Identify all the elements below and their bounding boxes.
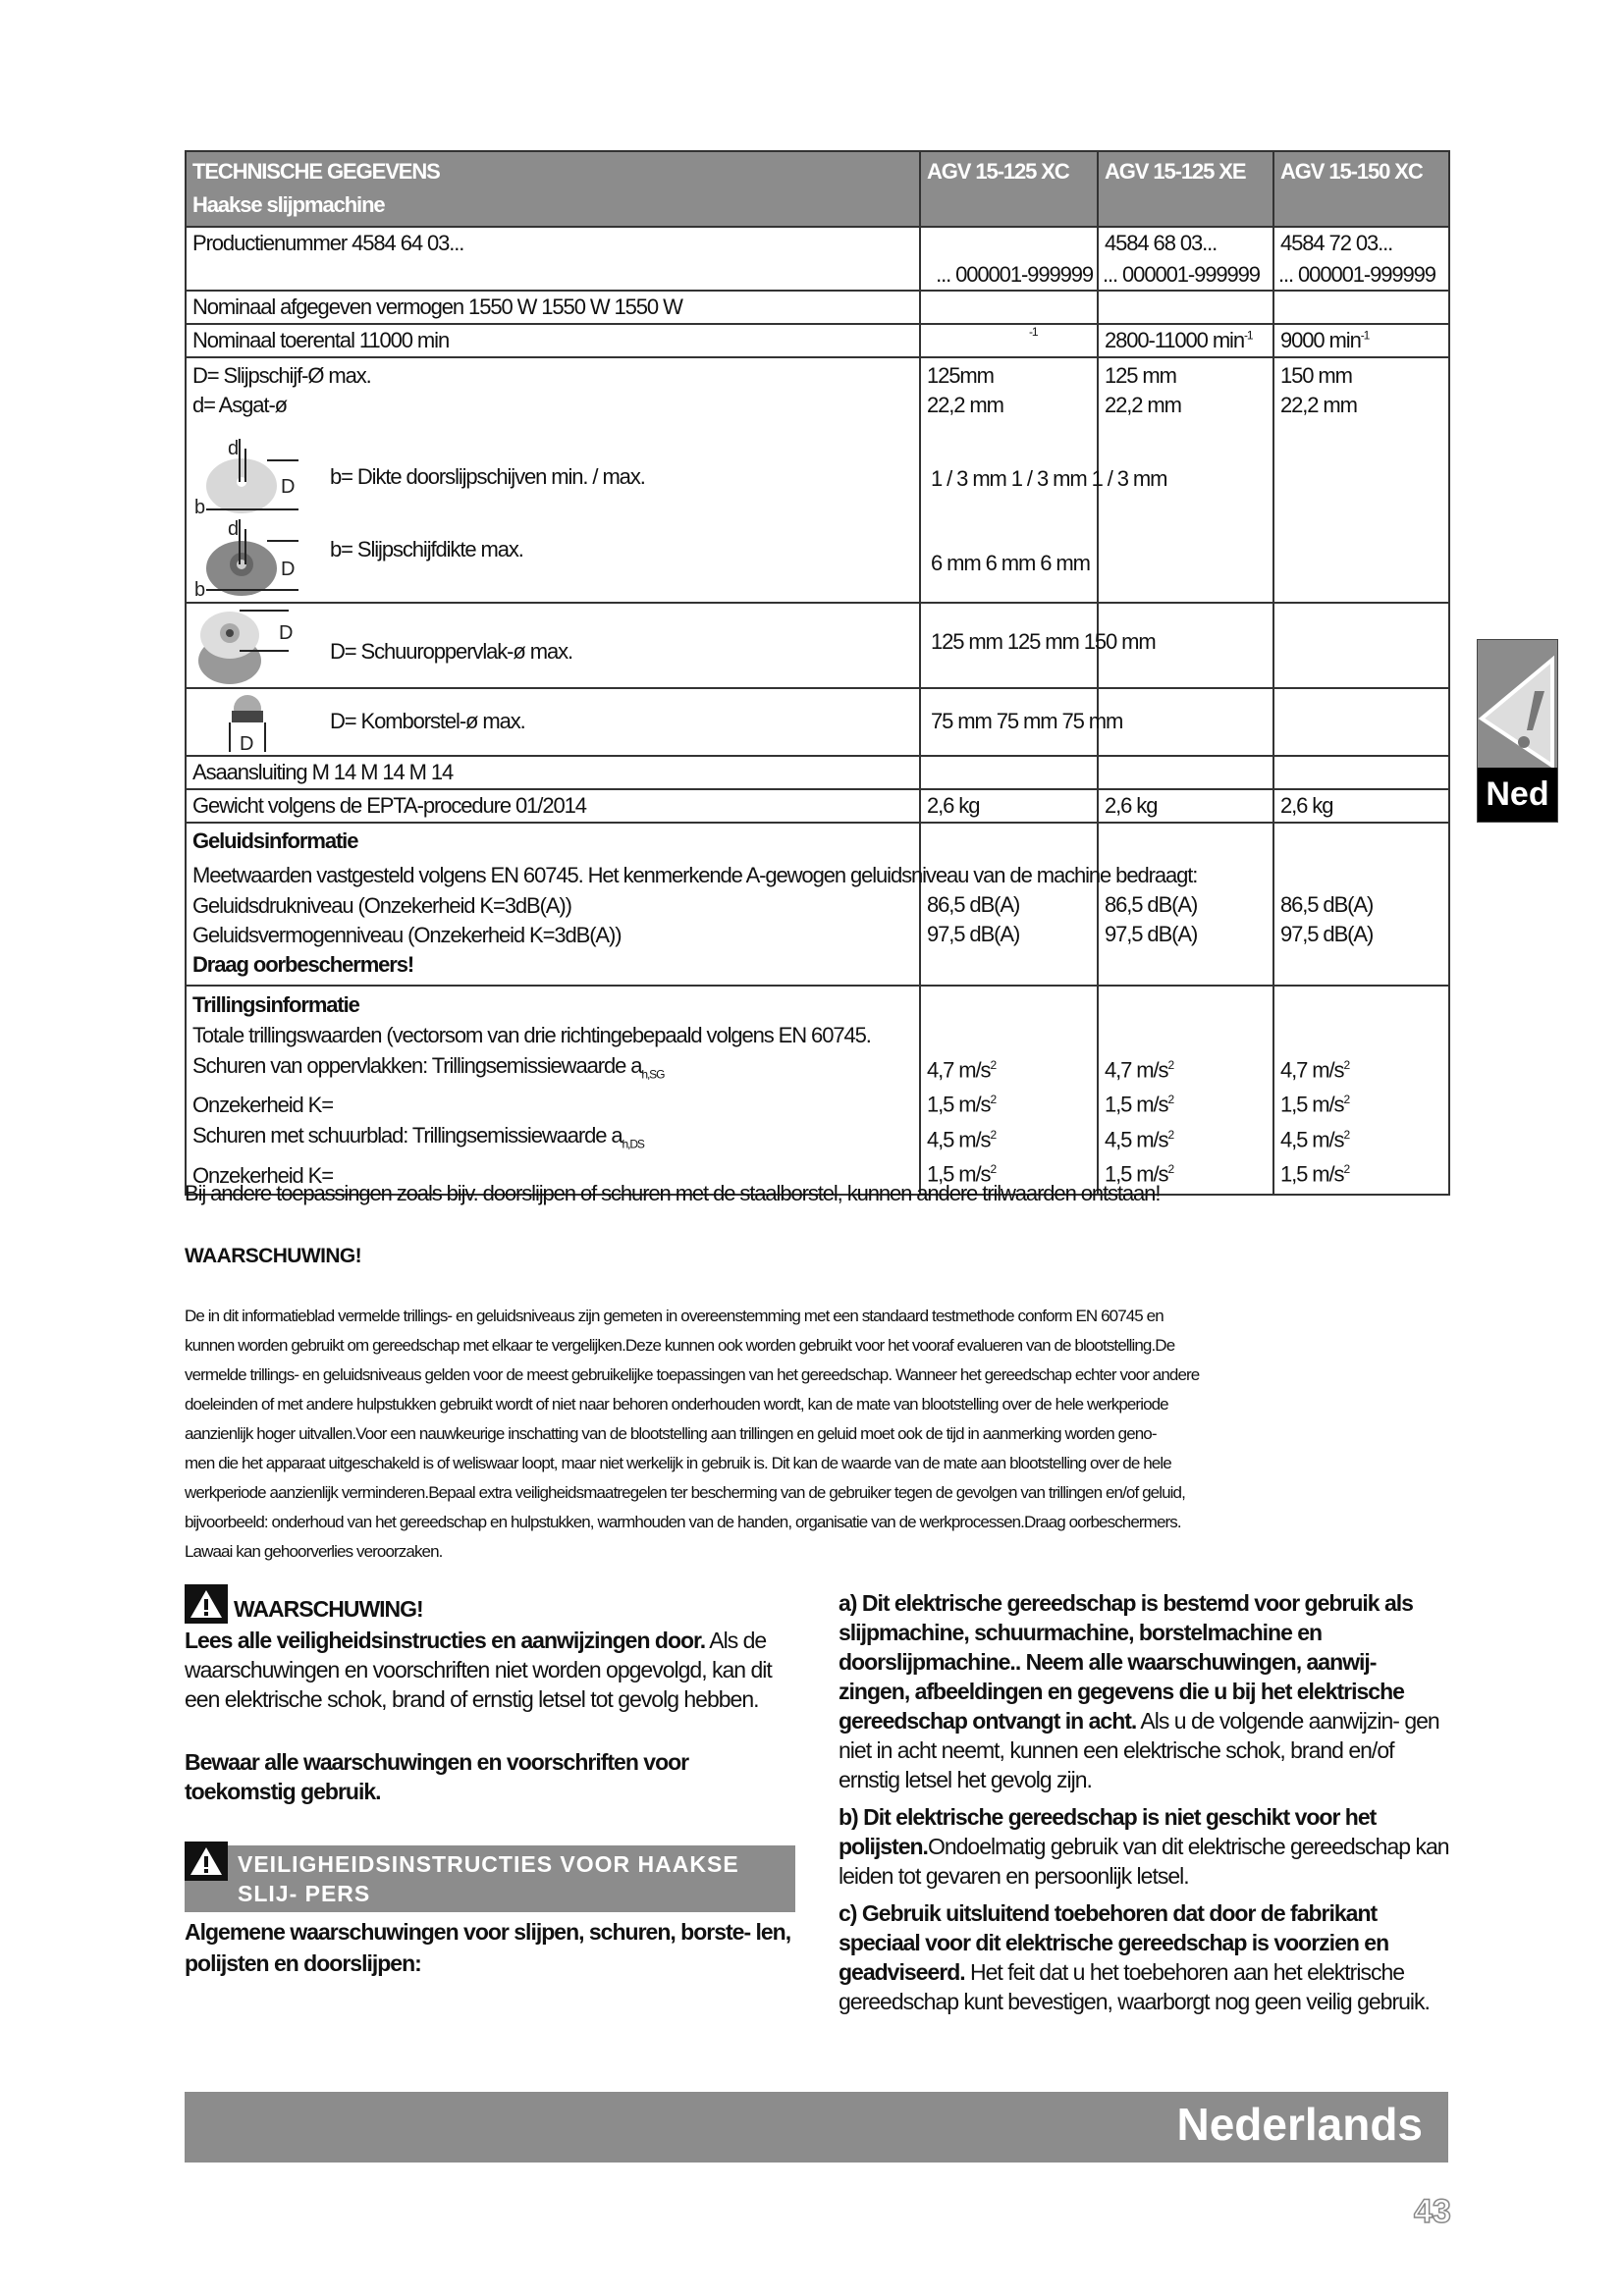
cut-values: 1 / 3 mm 1 / 3 mm 1 / 3 mm: [931, 466, 1167, 491]
grinding-disc-icon: [192, 519, 300, 598]
speed-value-3: 9000 $\min^{-1}$: [1273, 324, 1449, 357]
left-read-instructions: Lees alle veiligheidsinstructies en aanwijzingen door. Als de waarschuwingen en voorschriften niet worden opgevolgd, kan dit een elektrische schok, brand of ernstig letsel tot gevolg hebben.: [185, 1628, 772, 1712]
item-c: c) Gebruik uitsluitend toebehoren dat door de fabrikant speciaal voor dit elektrische gereedschap is voorzien en geadviseerd. Het feit dat u het toebehoren aan het elektrische gereedschap kunt bevestigen, waarborgt nog geen veilig gebruik.: [839, 1900, 1430, 2014]
svg-text:D: D: [240, 733, 253, 754]
product-cell-3: 4584 72 03... ... 000001-999999: [1273, 227, 1449, 291]
item-b: b) Dit elektrische gereedschap is niet geschikt voor het polijsten.Ondoelmatig gebruik van dit elektrische gereedschap kan leiden tot gevaren en persoonlijk letsel.: [839, 1804, 1449, 1889]
speed-sup: -1: [920, 324, 1098, 357]
product-number-label: Productienummer 4584 64 03...: [186, 227, 920, 291]
vibration-cell: Trillingsinformatie Totale trillingswaarden (vectorsom van drie richtingebepaald volgens EN 60745. Schuren van oppervlakken: Trillingsemissiewaarde $a_{h,SG}$ Onzekerheid K= Schuren met schuurblad: Trillingsemissiewaarde $a_{h,DS}$ Onzekerheid K=: [186, 986, 920, 1195]
page-number: 43: [1414, 2193, 1451, 2230]
warning-heading: WAARSCHUWING!: [185, 1245, 362, 1267]
noise-cell: Geluidsinformatie Geluidsdrukniveau (Onzekerheid K=3dB(A)) Geluidsvermogenniveau (Onzekerheid K=3dB(A)) Draag oorbeschermers! Meetwaarden vastgesteld volgens EN 60745. Het kenmerkende A-gewogen geluidsniveau van de machine bedraagt:: [186, 823, 920, 986]
language-side-tab: Ned: [1477, 639, 1558, 823]
general-warnings-heading: Algemene waarschuwingen voor slijpen, schuren, borste- len, polijsten en doorslijpen:: [185, 1919, 791, 1976]
svg-text:D: D: [281, 559, 295, 580]
sanding-disc-icon: [192, 608, 300, 686]
grind-thickness-label: b= Slijpschijfdikte max.: [330, 537, 523, 561]
disc-dimensions-cell: D= Slijpschijf-Ø max. d= Asgat-ø D b d b= Dikte doorslijpschijven min. / max. D b d b= Slijpschijfdikte max. 1 / 3 mm 1 / 3 mm 1 / 3 mm 6 mm 6 mm 6 mm: [186, 357, 920, 603]
power-row: Nominaal afgegeven vermogen 1550 W 1550 W 1550 W: [186, 291, 920, 324]
left-warning-title: WAARSCHUWING!: [234, 1596, 423, 1622]
spindle-row: Asaansluiting M 14 M 14 M 14: [186, 756, 920, 789]
warning-triangle-icon: [185, 1584, 228, 1624]
warning-paragraph: De in dit informatieblad vermelde trillings- en geluidsniveaus zijn gemeten in overeenstemming met een standaard testmethode conform EN 60745 en kunnen worden gebruikt om gereedschap met elkaar te vergelijken.Deze kunnen ook worden gebruikt voor het vooraf evalueren van de blootstelling.De vermelde trillings- en geluidsniveaus gelden voor de meest gebruikelijke toepassingen van het gereedschap. Wanneer het gereedschap echter voor andere doeleinden of met andere hulpstukken gebruikt wordt of niet naar behoren onderhouden wordt, kan de mate van blootstelling over de hele werkperiode aanzienlijk hoger uitvallen.Voor een nauwkeurige inschatting van de blootstelling aan trillingen en geluid moet ook de tijd in aanmerking worden geno- men die het apparaat uitgeschakeld is of weliswaar loopt, maar niet werkelijk in gebruik is. Dit kan de waarde van de mate aan blootstelling over de hele werkperiode aanzienlijk verminderen.Bepaal extra veiligheidsmaatregelen ter bescherming van de gebruiker tegen de gevolgen van trillingen en/of geluid, bijvoorbeeld: onderhoud van het gereedschap en hulpstukken, warmhouden van de handen, organisatie van de werkprocessen.Draag oorbeschermers. Lawaai kan gehoorverlies veroorzaken.: [185, 1307, 1200, 1561]
svg-text:D: D: [279, 622, 293, 644]
warning-triangle-icon: [185, 1842, 228, 1881]
brush-values: 75 mm 75 mm 75 mm: [931, 709, 1123, 733]
brush-row: D D= Komborstel-ø max. 75 mm 75 mm 75 mm: [186, 688, 920, 756]
cutting-disc-icon: [192, 439, 300, 517]
tech-data-table: TECHNISCHE GEGEVENS Haakse slijpmachine AGV 15-125 XC AGV 15-125 XE AGV 15-150 XC Productienummer 4584 64 03... ... 000001-999999 4584 68 03... ... 000001-999999 4584 72 03... ... 000001-999999 Nominaal afgegeven vermogen 1550 W 1550 W 1550 W Nominaal toerental 11000 min -1 2800-11000 $\min^{-1}$ 9000 $\min^{-1}$ D= Slijpschijf-Ø max. d= Asgat-ø D b d b= Dikte doorslijpschijven min. / max. D b d b= Slijpschijfdikte max. 1 / 3 mm 1 / 3 mm 1 / 3 mm 6 mm 6 mm 6 mm 125mm 22,2 mm 125 mm 22,2 mm 150 mm 22,2 mm D D= Schuuroppervlak-ø max. 125 mm 125 mm 150 mm D D= Komborstel-ø max. 75 mm 75 mm 75 mm Asaansluiting M 14 M 14 M 14 Gewicht volgens de EPTA-procedure 01/2014 2,6 kg 2,6 kg 2,6 kg Geluidsinformatie Geluidsdrukniveau (Onzekerheid K=3dB(A)) Geluidsvermogenniveau (Onzekerheid K=3dB(A)) Draag oorbeschermers! Meetwaarden vastgesteld volgens EN 60745. Het kenmerkende A-gewogen geluidsniveau van de machine bedraagt: 86,5 dB(A) 97,5 dB(A) 86,5 dB(A) 97,5 dB(A) 86,5 dB(A) 97,5 dB(A) Trillingsinformatie Totale trillingswaarden (vectorsom van drie richtingebepaald volgens EN 60745. Schuren van oppervlakken: Trillingsemissiewaarde $a_{h,SG}$ Onzekerheid K= Schuren met schuurblad: Trillingsemissiewaarde $a_{h,DS}$ Onzekerheid K= 4,7 $m/s^2$ 1,5 $m/s^2$ 4,5 $m/s^2$ 1,5 $m/s^2$ 4,7 $m/s^2$ 1,5 $m/s^2$ 4,5 $m/s^2$ 1,5 $m/s^2$ 4,7 $m/s^2$ 1,5 $m/s^2$ 4,5 $m/s^2$ 1,5 $m/s^2$: [185, 150, 1450, 1196]
cup-brush-icon: [226, 693, 275, 754]
svg-text:b: b: [194, 497, 205, 517]
svg-text:b: b: [194, 579, 205, 598]
cut-thickness-label: b= Dikte doorslijpschijven min. / max.: [330, 464, 645, 489]
svg-text:d: d: [228, 439, 239, 459]
right-column: [839, 1588, 1452, 2016]
sanding-values: 125 mm 125 mm 150 mm: [931, 629, 1156, 654]
speed-label: Nominaal toerental 11000 min: [186, 324, 920, 357]
safety-banner: VEILIGHEIDSINSTRUCTIES VOOR HAAKSE SLIJ- PERS: [185, 1845, 795, 1912]
left-keep-instructions: Bewaar alle waarschuwingen en voorschriften voor toekomstig gebruik.: [185, 1749, 689, 1804]
product-cell-1: ... 000001-999999: [920, 227, 1098, 291]
model-1: AGV 15-125 XC: [920, 151, 1098, 227]
svg-text:d: d: [228, 519, 239, 540]
vibration-note: Bij andere toepassingen zoals bijv. doorslijpen of schuren met de staalborstel, kunnen andere trilwaarden ontstaan!: [185, 1181, 1161, 1205]
speed-value-2: 2800-11000 $\min^{-1}$: [1098, 324, 1273, 357]
grind-values: 6 mm 6 mm 6 mm: [931, 551, 1090, 575]
model-2: AGV 15-125 XE: [1098, 151, 1273, 227]
caution-icon: [1478, 640, 1557, 768]
item-a: a) Dit elektrische gereedschap is bestemd voor gebruik als slijpmachine, schuurmachine, borstelmachine en doorslijpmachine.. Neem alle waarschuwingen, aanwij- zingen, afbeeldingen en gegevens die u bij het elektrische gereedschap ontvangt in acht. Als u de volgende aanwijzin- gen niet in acht neemt, kunnen een elektrische schok, brand en/of ernstig letsel het gevolg zijn.: [839, 1590, 1439, 1792]
svg-text:D: D: [281, 476, 295, 498]
table-title: TECHNISCHE GEGEVENS Haakse slijpmachine: [186, 151, 920, 227]
product-cell-2: 4584 68 03... ... 000001-999999: [1098, 227, 1273, 291]
model-3: AGV 15-150 XC: [1273, 151, 1449, 227]
footer-language-bar: Nederlands: [185, 2092, 1448, 2163]
sanding-row: D D= Schuuroppervlak-ø max. 125 mm 125 mm 150 mm: [186, 603, 920, 688]
noise-intro: Meetwaarden vastgesteld volgens EN 60745. Het kenmerkende A-gewogen geluidsniveau van de machine bedraagt:: [192, 863, 1198, 887]
